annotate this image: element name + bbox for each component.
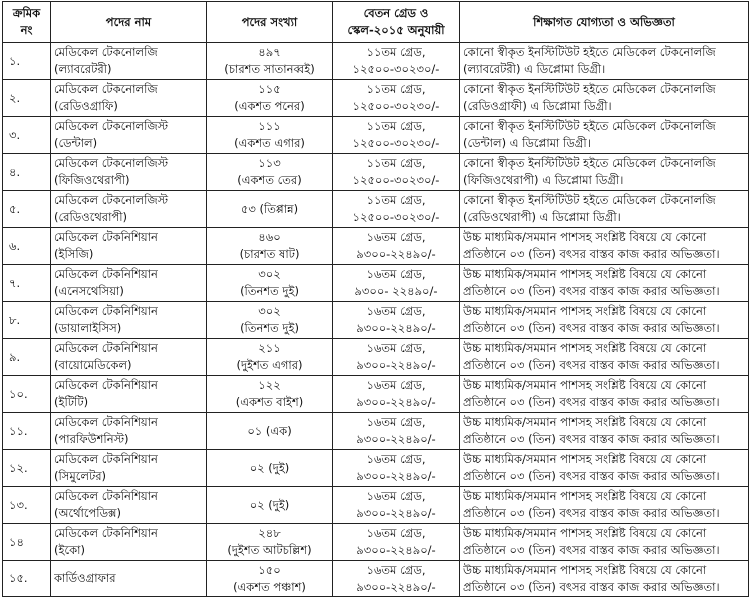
qualification-line2: প্রতিষ্ঠানে ০৩ (তিন) বৎসর বাস্তব কাজ করার অভিজ্ঞতা। bbox=[463, 358, 720, 372]
header-row bbox=[3, 2, 749, 43]
serial-number: ৬. bbox=[9, 238, 21, 253]
post-name-line1: মেডিকেল টেকনিশিয়ান bbox=[54, 526, 158, 540]
post-name-line1: মেডিকেল টেকনিশিয়ান bbox=[54, 267, 158, 281]
qualification-line2: (ডেন্টাল) এ ডিপ্লোমা ডিগ্রী। bbox=[463, 136, 591, 150]
qualification-line1: উচ্চ মাধ্যমিক/সমমান পাশসহ সংশ্লিষ্ট বিষয়ে যে কোনো bbox=[463, 341, 707, 355]
post-name-line1: মেডিকেল টেকনিশিয়ান bbox=[54, 304, 158, 318]
post-count-words: (একশত এগার) bbox=[234, 136, 305, 150]
table-row bbox=[3, 376, 749, 413]
qualification-cell bbox=[460, 265, 749, 302]
qualification-line2: (রেডিওগ্রাফী) এ ডিপ্লোমা ডিগ্রী। bbox=[463, 99, 612, 113]
post-name-line1: কার্ডিওগ্রাফার bbox=[54, 571, 116, 585]
pay-grade: ১৬তম গ্রেড, bbox=[366, 562, 426, 577]
table-row bbox=[3, 191, 749, 228]
pay-grade: ১১তম গ্রেড, bbox=[366, 156, 426, 170]
post-name-line2: (ল্যাবরেটরী) bbox=[54, 62, 112, 76]
post-count-number: ০২ (দুই) bbox=[249, 497, 290, 512]
post-count-cell bbox=[207, 413, 333, 450]
table-row bbox=[3, 524, 749, 561]
post-name-line1: মেডিকেল টেকনোলজিস্ট bbox=[54, 119, 169, 133]
post-count-number: ৫৩ (তিপ্পান্ন) bbox=[240, 201, 299, 216]
post-name-line2: (অর্থোপেডিক্স) bbox=[54, 506, 121, 520]
qualification-cell bbox=[460, 154, 749, 191]
table-row bbox=[3, 154, 749, 191]
serial-cell bbox=[3, 302, 51, 339]
pay-grade: ১১তম গ্রেড, bbox=[366, 45, 426, 59]
qualification-cell bbox=[460, 413, 749, 450]
qualification-line2: প্রতিষ্ঠানে ০৩ (তিন) বৎসর বাস্তব কাজ করার অভিজ্ঞতা। bbox=[463, 284, 720, 298]
serial-number: ১৩. bbox=[9, 497, 28, 512]
pay-grade-cell bbox=[333, 265, 460, 302]
post-count-cell bbox=[207, 154, 333, 191]
post-count-words: (চারশত ষাট) bbox=[239, 247, 300, 261]
serial-cell bbox=[3, 487, 51, 524]
pay-grade-cell bbox=[333, 43, 460, 80]
pay-grade-cell bbox=[333, 302, 460, 339]
pay-scale: ৯৩০০-২২৪৯০/- bbox=[356, 543, 436, 557]
post-name-line1: মেডিকেল টেকনিশিয়ান bbox=[54, 452, 158, 466]
post-name-line2: (ইসিজি) bbox=[54, 247, 94, 261]
serial-number: ১৪ bbox=[9, 534, 24, 549]
serial-number: ১৫. bbox=[9, 571, 28, 585]
pay-scale: ১২৫০০-৩০২৩০/- bbox=[352, 210, 440, 224]
post-count-cell bbox=[207, 376, 333, 413]
post-name-cell bbox=[51, 413, 207, 450]
qualification-line1: উচ্চ মাধ্যমিক/সমমান পাশসহ সংশ্লিষ্ট বিষয়ে যে কোনো bbox=[463, 562, 707, 577]
post-count-words: (একশত বাইশ) bbox=[235, 395, 304, 409]
pay-scale: ৯৩০০-২২৪৯০/- bbox=[356, 358, 436, 372]
qualification-line1: কোনো স্বীকৃত ইনস্টিটিউট হইতে মেডিকেল টেকনোলজি bbox=[463, 119, 716, 133]
post-count-number: ৪৯৭ bbox=[258, 45, 281, 59]
qualification-line1: উচ্চ মাধ্যমিক/সমমান পাশসহ সংশ্লিষ্ট বিষয়ে যে কোনো bbox=[463, 415, 707, 429]
header-pay-grade: বেতন গ্রেড ও স্কেল-২০১৫ অনুযায়ী bbox=[333, 2, 460, 43]
post-name-cell bbox=[51, 43, 207, 80]
qualification-line2: প্রতিষ্ঠানে ০৩ (তিন) বৎসর বাস্তব কাজ করার অভিজ্ঞতা। bbox=[463, 321, 720, 335]
post-count-words: (তিনশত দুই) bbox=[240, 321, 299, 335]
serial-cell bbox=[3, 191, 51, 228]
post-count-cell bbox=[207, 80, 333, 117]
table-row bbox=[3, 302, 749, 339]
qualification-line1: উচ্চ মাধ্যমিক/সমমান পাশসহ সংশ্লিষ্ট বিষয়ে যে কোনো bbox=[463, 304, 707, 318]
pay-scale: ৯৩০০-২২৪৯০/- bbox=[356, 321, 436, 335]
post-name-cell bbox=[51, 117, 207, 154]
serial-number: ৪. bbox=[9, 164, 21, 179]
post-name-line1: মেডিকেল টেকনোলজিস্ট bbox=[54, 156, 169, 170]
pay-grade: ১৬তম গ্রেড, bbox=[366, 378, 426, 392]
post-name-cell bbox=[51, 339, 207, 376]
pay-grade: ১৬তম গ্রেড, bbox=[366, 341, 426, 355]
post-count-number: ৩০২ bbox=[258, 267, 281, 281]
post-count-number: ৩০২ bbox=[258, 304, 281, 318]
pay-grade-cell bbox=[333, 117, 460, 154]
post-count-words: (দুইশত আটচল্লিশ) bbox=[227, 543, 312, 557]
pay-grade: ১১তম গ্রেড, bbox=[366, 119, 426, 133]
post-name-line2: (পারফিউশনিস্ট) bbox=[54, 432, 129, 446]
post-name-line2: (ডায়ালাইসিস) bbox=[54, 321, 122, 335]
post-count-cell bbox=[207, 561, 333, 597]
pay-grade-cell bbox=[333, 524, 460, 561]
pay-scale: ৯৩০০- ২২৪৯০/- bbox=[354, 284, 438, 298]
pay-grade: ১৬তম গ্রেড, bbox=[366, 415, 426, 429]
post-count-words: (একশত পনের) bbox=[234, 99, 305, 113]
qualification-line1: উচ্চ মাধ্যমিক/সমমান পাশসহ সংশ্লিষ্ট বিষয়ে যে কোনো bbox=[463, 230, 707, 244]
pay-scale: ১২৫০০-৩০২৩০/- bbox=[352, 62, 440, 76]
pay-grade: ১৬তম গ্রেড, bbox=[366, 489, 426, 503]
qualification-cell bbox=[460, 450, 749, 487]
serial-number: ১১. bbox=[9, 423, 28, 438]
post-name-line1: মেডিকেল টেকনিশিয়ান bbox=[54, 230, 158, 244]
post-name-cell bbox=[51, 302, 207, 339]
header-post-count: পদের সংখ্যা bbox=[207, 2, 333, 43]
post-count-cell bbox=[207, 265, 333, 302]
qualification-cell bbox=[460, 80, 749, 117]
table-row bbox=[3, 117, 749, 154]
post-count-words: (তিনশত দুই) bbox=[240, 284, 299, 298]
post-name-line1: মেডিকেল টেকনোলজি bbox=[54, 45, 158, 59]
pay-grade-cell bbox=[333, 154, 460, 191]
qualification-line1: কোনো স্বীকৃত ইনস্টিটিউট হইতে মেডিকেল টেকনোলজি bbox=[463, 45, 716, 59]
qualification-line2: (ল্যাবরেটরী) এ ডিপ্লোমা ডিগ্রী। bbox=[463, 62, 606, 76]
post-count-number: ০১ (এক) bbox=[247, 423, 292, 438]
qualification-line2: প্রতিষ্ঠানে ০৩ (তিন) বৎসর বাস্তব কাজ করার অভিজ্ঞতা। bbox=[463, 506, 720, 520]
table-row bbox=[3, 80, 749, 117]
recruitment-table-wrapper bbox=[2, 1, 748, 597]
post-name-cell bbox=[51, 487, 207, 524]
serial-cell bbox=[3, 228, 51, 265]
header-post-name: পদের নাম bbox=[51, 2, 207, 43]
pay-grade-cell bbox=[333, 376, 460, 413]
post-count-cell bbox=[207, 450, 333, 487]
recruitment-table bbox=[2, 1, 749, 597]
table-row bbox=[3, 487, 749, 524]
post-count-cell bbox=[207, 487, 333, 524]
post-count-words: (একশত তের) bbox=[237, 173, 302, 187]
post-count-number: ১১৩ bbox=[258, 156, 281, 170]
serial-cell bbox=[3, 413, 51, 450]
post-name-cell bbox=[51, 376, 207, 413]
qualification-cell bbox=[460, 524, 749, 561]
pay-grade-cell bbox=[333, 413, 460, 450]
post-name-cell bbox=[51, 524, 207, 561]
serial-cell bbox=[3, 561, 51, 597]
serial-number: ১২. bbox=[9, 460, 28, 475]
post-count-words: (চারশত সাতানব্বই) bbox=[224, 62, 315, 76]
serial-number: ৭. bbox=[9, 275, 21, 290]
pay-grade-cell bbox=[333, 561, 460, 597]
post-count-cell bbox=[207, 228, 333, 265]
post-name-cell bbox=[51, 191, 207, 228]
post-count-cell bbox=[207, 339, 333, 376]
serial-number: ১. bbox=[9, 53, 21, 68]
post-name-line1: মেডিকেল টেকনোলজি bbox=[54, 82, 158, 96]
pay-grade: ১৬তম গ্রেড, bbox=[366, 304, 426, 318]
pay-grade-cell bbox=[333, 228, 460, 265]
post-count-words: (একশত পঞ্চাশ) bbox=[233, 579, 306, 594]
qualification-line2: প্রতিষ্ঠানে ০৩ (তিন) বৎসর বাস্তব কাজ করার অভিজ্ঞতা। bbox=[463, 395, 720, 409]
qualification-line1: কোনো স্বীকৃত ইনস্টিটিউট হইতে মেডিকেল টেকনোলজি bbox=[463, 193, 716, 207]
post-name-line2: (ইটিটি) bbox=[54, 395, 89, 409]
qualification-line1: কোনো স্বীকৃত ইনস্টিটিউট হইতে মেডিকেল টেকনোলজি bbox=[463, 156, 716, 170]
qualification-line1: কোনো স্বীকৃত ইনস্টিটিউট হইতে মেডিকেল টেকনোলজি bbox=[463, 82, 716, 96]
post-name-line2: (এনেসথেসিয়া) bbox=[54, 284, 124, 298]
post-count-number: ১১১ bbox=[258, 119, 281, 133]
table-row bbox=[3, 450, 749, 487]
qualification-line2: প্রতিষ্ঠানে ০৩ (তিন) বৎসর বাস্তব কাজ করার অভিজ্ঞতা। bbox=[463, 579, 720, 594]
qualification-line2: প্রতিষ্ঠানে ০৩ (তিন) বৎসর বাস্তব কাজ করার অভিজ্ঞতা। bbox=[463, 247, 720, 261]
pay-grade: ১৬তম গ্রেড, bbox=[366, 267, 426, 281]
post-name-line1: মেডিকেল টেকনিশিয়ান bbox=[54, 378, 158, 392]
post-count-cell bbox=[207, 524, 333, 561]
header-serial: ক্রমিক নং bbox=[3, 2, 51, 43]
post-count-number: ০২ (দুই) bbox=[249, 460, 290, 475]
serial-cell bbox=[3, 117, 51, 154]
pay-grade-cell bbox=[333, 339, 460, 376]
serial-cell bbox=[3, 154, 51, 191]
table-body bbox=[3, 43, 749, 597]
pay-grade-cell bbox=[333, 191, 460, 228]
post-count-number: ১১৫ bbox=[258, 82, 281, 96]
header-qualification: শিক্ষাগত যোগ্যতা ও অভিজ্ঞতা bbox=[460, 2, 749, 43]
pay-scale: ৯৩০০-২২৪৯০/- bbox=[356, 469, 436, 483]
post-name-line2: (ইকো) bbox=[54, 543, 85, 557]
serial-number: ৯. bbox=[9, 349, 21, 364]
serial-cell bbox=[3, 524, 51, 561]
qualification-line1: উচ্চ মাধ্যমিক/সমমান পাশসহ সংশ্লিষ্ট বিষয়ে যে কোনো bbox=[463, 526, 707, 540]
post-name-line1: মেডিকেল টেকনোলজিস্ট bbox=[54, 193, 169, 207]
pay-grade: ১৬তম গ্রেড, bbox=[366, 230, 426, 244]
pay-scale: ৯৩০০-২২৪৯০/- bbox=[356, 506, 436, 520]
post-name-line1: মেডিকেল টেকনিশিয়ান bbox=[54, 415, 158, 429]
pay-grade-cell bbox=[333, 450, 460, 487]
post-name-cell bbox=[51, 228, 207, 265]
qualification-line2: প্রতিষ্ঠানে ০৩ (তিন) বৎসর বাস্তব কাজ করার অভিজ্ঞতা। bbox=[463, 543, 720, 557]
pay-scale: ৯৩০০-২২৪৯০/- bbox=[356, 395, 436, 409]
qualification-line1: উচ্চ মাধ্যমিক/সমমান পাশসহ সংশ্লিষ্ট বিষয়ে যে কোনো bbox=[463, 489, 707, 503]
post-name-cell bbox=[51, 450, 207, 487]
qualification-line1: উচ্চ মাধ্যমিক/সমমান পাশসহ সংশ্লিষ্ট বিষয়ে যে কোনো bbox=[463, 452, 707, 466]
post-name-line2: (ফিজিওথেরাপী) bbox=[54, 173, 130, 187]
pay-scale: ৯৩০০-২২৪৯০/- bbox=[356, 432, 436, 446]
post-count-cell bbox=[207, 191, 333, 228]
post-name-cell bbox=[51, 561, 207, 597]
table-row bbox=[3, 265, 749, 302]
post-name-line2: (রেডিওথেরাপী) bbox=[54, 210, 128, 224]
post-name-line1: মেডিকেল টেকনিশিয়ান bbox=[54, 489, 158, 503]
pay-grade: ১৬তম গ্রেড, bbox=[366, 526, 426, 540]
post-name-line2: (রেডিওগ্রাফি) bbox=[54, 99, 118, 113]
serial-cell bbox=[3, 376, 51, 413]
qualification-line2: (ফিজিওথেরাপী) এ ডিপ্লোমা ডিগ্রী। bbox=[463, 173, 624, 187]
qualification-cell bbox=[460, 376, 749, 413]
post-name-cell bbox=[51, 80, 207, 117]
post-count-words: (দুইশত এগার) bbox=[236, 358, 303, 372]
serial-number: ৩. bbox=[9, 127, 21, 142]
qualification-line2: প্রতিষ্ঠানে ০৩ (তিন) বৎসর বাস্তব কাজ করার অভিজ্ঞতা। bbox=[463, 432, 720, 446]
serial-number: ১০. bbox=[9, 386, 28, 401]
qualification-cell bbox=[460, 339, 749, 376]
serial-number: ৮. bbox=[9, 312, 21, 327]
qualification-line2: প্রতিষ্ঠানে ০৩ (তিন) বৎসর বাস্তব কাজ করার অভিজ্ঞতা। bbox=[463, 469, 720, 483]
post-name-line2: (বায়োমেডিকেল) bbox=[54, 358, 132, 372]
table-row bbox=[3, 413, 749, 450]
serial-cell bbox=[3, 339, 51, 376]
post-name-line1: মেডিকেল টেকনিশিয়ান bbox=[54, 341, 158, 355]
qualification-line2: (রেডিওথেরাপী) এ ডিপ্লোমা ডিগ্রী। bbox=[463, 210, 621, 224]
qualification-cell bbox=[460, 561, 749, 597]
table-row bbox=[3, 561, 749, 597]
qualification-line1: উচ্চ মাধ্যমিক/সমমান পাশসহ সংশ্লিষ্ট বিষয়ে যে কোনো bbox=[463, 267, 707, 281]
serial-number: ৫. bbox=[9, 201, 21, 216]
qualification-cell bbox=[460, 487, 749, 524]
pay-grade: ১১তম গ্রেড, bbox=[366, 82, 426, 96]
serial-cell bbox=[3, 450, 51, 487]
qualification-cell bbox=[460, 43, 749, 80]
post-count-cell bbox=[207, 117, 333, 154]
pay-scale: ১২৫০০-৩০২৩০/- bbox=[352, 99, 440, 113]
pay-grade-cell bbox=[333, 80, 460, 117]
pay-scale: ১২৫০০-৩০২৩০/- bbox=[352, 173, 440, 187]
post-count-number: ৪৬০ bbox=[258, 230, 281, 244]
post-count-number: ১২২ bbox=[258, 378, 281, 392]
table-row bbox=[3, 228, 749, 265]
pay-grade: ১৬তম গ্রেড, bbox=[366, 452, 426, 466]
post-count-cell bbox=[207, 302, 333, 339]
pay-grade-cell bbox=[333, 487, 460, 524]
serial-number: ২. bbox=[9, 90, 21, 105]
pay-grade: ১১তম গ্রেড, bbox=[366, 193, 426, 207]
qualification-cell bbox=[460, 302, 749, 339]
post-count-number: ১৫০ bbox=[258, 562, 281, 577]
post-name-line2: (ডেন্টাল) bbox=[54, 136, 98, 150]
serial-cell bbox=[3, 43, 51, 80]
table-row bbox=[3, 339, 749, 376]
qualification-cell bbox=[460, 228, 749, 265]
post-name-line2: (সিমুলেটর) bbox=[54, 469, 107, 483]
table-row bbox=[3, 43, 749, 80]
post-count-number: ২৪৮ bbox=[258, 526, 281, 540]
serial-cell bbox=[3, 265, 51, 302]
pay-scale: ১২৫০০-৩০২৩০/- bbox=[352, 136, 440, 150]
post-count-number: ২১১ bbox=[258, 341, 281, 355]
pay-scale: ৯৩০০-২২৪৯০/- bbox=[356, 579, 436, 594]
qualification-cell bbox=[460, 117, 749, 154]
post-name-cell bbox=[51, 154, 207, 191]
post-name-cell bbox=[51, 265, 207, 302]
pay-scale: ৯৩০০-২২৪৯০/- bbox=[356, 247, 436, 261]
qualification-cell bbox=[460, 191, 749, 228]
qualification-line1: উচ্চ মাধ্যমিক/সমমান পাশসহ সংশ্লিষ্ট বিষয়ে যে কোনো bbox=[463, 378, 707, 392]
serial-cell bbox=[3, 80, 51, 117]
post-count-cell bbox=[207, 43, 333, 80]
